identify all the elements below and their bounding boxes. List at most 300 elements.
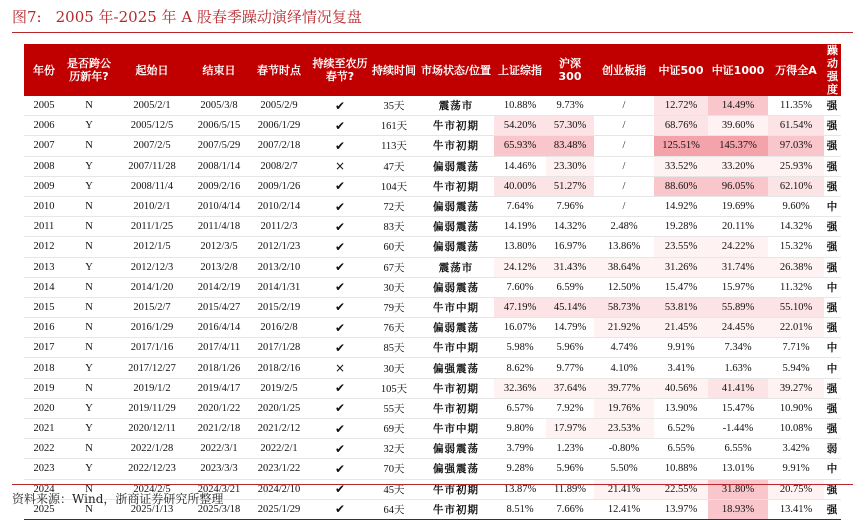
table-cell: 11.32% bbox=[768, 277, 824, 297]
table-row bbox=[24, 196, 841, 216]
table-row bbox=[24, 338, 841, 358]
table-cell: 2011/1/25 bbox=[114, 217, 190, 237]
table-row bbox=[24, 297, 841, 317]
table-cell: 牛市中期 bbox=[418, 419, 494, 439]
table-cell: 2005/3/8 bbox=[190, 96, 248, 116]
table-cell: 39.27% bbox=[768, 378, 824, 398]
table-cell: 2024/2/5 bbox=[114, 479, 190, 499]
table-cell: ✔ bbox=[310, 176, 370, 196]
table-cell: 强 bbox=[824, 96, 841, 116]
table-cell: Y bbox=[64, 419, 114, 439]
table-cell: 30天 bbox=[370, 277, 418, 297]
table-cell: ✔ bbox=[310, 419, 370, 439]
figure-number: 图7: bbox=[12, 8, 42, 26]
table-row bbox=[24, 136, 841, 156]
table-cell: 13.90% bbox=[654, 398, 708, 418]
table-cell: 9.80% bbox=[494, 419, 546, 439]
table-cell: 38.64% bbox=[594, 257, 654, 277]
table-cell: 9.28% bbox=[494, 459, 546, 479]
table-cell: 牛市中期 bbox=[418, 297, 494, 317]
table-cell: 2018/1/26 bbox=[190, 358, 248, 378]
table-row bbox=[24, 318, 841, 338]
table-cell: 15.97% bbox=[708, 277, 768, 297]
table-cell: 2008/2/7 bbox=[248, 156, 310, 176]
table-cell: 79天 bbox=[370, 297, 418, 317]
table-cell: 19.76% bbox=[594, 398, 654, 418]
table-cell: 14.79% bbox=[546, 318, 594, 338]
figure-title bbox=[12, 6, 362, 27]
table-cell: 45.14% bbox=[546, 297, 594, 317]
table-cell: 2014/1/20 bbox=[114, 277, 190, 297]
column-header: 沪深300 bbox=[546, 44, 594, 96]
table-cell: 51.27% bbox=[546, 176, 594, 196]
table-cell: 20.11% bbox=[708, 217, 768, 237]
table-cell: / bbox=[594, 136, 654, 156]
table-cell: Y bbox=[64, 358, 114, 378]
table-cell: 23.30% bbox=[546, 156, 594, 176]
table-cell: 2023/3/3 bbox=[190, 459, 248, 479]
table-row bbox=[24, 237, 841, 257]
table-cell: 6.55% bbox=[708, 439, 768, 459]
table-cell: 2021 bbox=[24, 419, 64, 439]
table-cell: 31.74% bbox=[708, 257, 768, 277]
table-cell: 2024/3/21 bbox=[190, 479, 248, 499]
table-cell: 偏强震荡 bbox=[418, 459, 494, 479]
table-cell: 55.10% bbox=[768, 297, 824, 317]
table-header-row bbox=[24, 44, 841, 96]
table-cell: 2024/2/10 bbox=[248, 479, 310, 499]
table-cell: 2017/1/16 bbox=[114, 338, 190, 358]
table-cell: 161天 bbox=[370, 116, 418, 136]
table-cell: 12.72% bbox=[654, 96, 708, 116]
table-cell: 5.94% bbox=[768, 358, 824, 378]
table-cell: Y bbox=[64, 257, 114, 277]
table-cell: N bbox=[64, 318, 114, 338]
table-cell: 2023 bbox=[24, 459, 64, 479]
table-cell: -1.44% bbox=[708, 419, 768, 439]
table-cell: ✔ bbox=[310, 338, 370, 358]
table-cell: 偏弱震荡 bbox=[418, 237, 494, 257]
table-cell: 强 bbox=[824, 116, 841, 136]
table-cell: 2020/12/11 bbox=[114, 419, 190, 439]
table-cell: N bbox=[64, 196, 114, 216]
table-cell: 47天 bbox=[370, 156, 418, 176]
column-header: 上证综指 bbox=[494, 44, 546, 96]
table-cell: 牛市初期 bbox=[418, 378, 494, 398]
table-cell: 2007 bbox=[24, 136, 64, 156]
table-cell: 13.86% bbox=[594, 237, 654, 257]
table-row bbox=[24, 378, 841, 398]
table-cell: 15.47% bbox=[708, 398, 768, 418]
table-cell: 2015 bbox=[24, 297, 64, 317]
table-cell: 15.47% bbox=[654, 277, 708, 297]
table-cell: 62.10% bbox=[768, 176, 824, 196]
table-cell: 2021/2/18 bbox=[190, 419, 248, 439]
table-cell: 1.23% bbox=[546, 439, 594, 459]
table-cell: 9.91% bbox=[654, 338, 708, 358]
table-cell: 2012/3/5 bbox=[190, 237, 248, 257]
table-cell: 4.74% bbox=[594, 338, 654, 358]
table-cell: 2008 bbox=[24, 156, 64, 176]
table-cell: 23.55% bbox=[654, 237, 708, 257]
table-cell: ✔ bbox=[310, 136, 370, 156]
table-cell: -0.80% bbox=[594, 439, 654, 459]
table-cell: 96.05% bbox=[708, 176, 768, 196]
table-cell: 10.08% bbox=[768, 419, 824, 439]
table-cell: ✔ bbox=[310, 196, 370, 216]
table-cell: 14.32% bbox=[546, 217, 594, 237]
table-cell: / bbox=[594, 96, 654, 116]
table-cell: 2014/1/31 bbox=[248, 277, 310, 297]
table-cell: 37.64% bbox=[546, 378, 594, 398]
table-cell: 2009/1/26 bbox=[248, 176, 310, 196]
table-cell: 2007/2/5 bbox=[114, 136, 190, 156]
table-cell: 97.03% bbox=[768, 136, 824, 156]
table-cell: 58.73% bbox=[594, 297, 654, 317]
table-cell: 15.32% bbox=[768, 237, 824, 257]
table-cell: 牛市初期 bbox=[418, 499, 494, 519]
table-cell: 强 bbox=[824, 479, 841, 499]
table-cell: 2011 bbox=[24, 217, 64, 237]
table-cell: 强 bbox=[824, 176, 841, 196]
table-cell: 2009 bbox=[24, 176, 64, 196]
table-cell: 8.62% bbox=[494, 358, 546, 378]
table-cell: 强 bbox=[824, 257, 841, 277]
table-cell: 11.89% bbox=[546, 479, 594, 499]
table-cell: × bbox=[310, 156, 370, 176]
table-cell: 40.56% bbox=[654, 378, 708, 398]
table-cell: 5.96% bbox=[546, 338, 594, 358]
table-cell: 2008/1/14 bbox=[190, 156, 248, 176]
table-cell: 2018 bbox=[24, 358, 64, 378]
table-cell: 21.41% bbox=[594, 479, 654, 499]
figure-title-text: 2005 年-2025 年 A 股春季躁动演绎情况复盘 bbox=[55, 8, 362, 26]
table-cell: 24.12% bbox=[494, 257, 546, 277]
table-cell: 8.51% bbox=[494, 499, 546, 519]
table-row bbox=[24, 459, 841, 479]
table-cell: 24.45% bbox=[708, 318, 768, 338]
table-cell: ✔ bbox=[310, 378, 370, 398]
table-cell: 30天 bbox=[370, 358, 418, 378]
table-cell: 2013/2/8 bbox=[190, 257, 248, 277]
table-cell: N bbox=[64, 237, 114, 257]
table-cell: Y bbox=[64, 176, 114, 196]
table-cell: 2005/2/9 bbox=[248, 96, 310, 116]
table-cell: 39.77% bbox=[594, 378, 654, 398]
table-cell: 中 bbox=[824, 338, 841, 358]
table-cell: 21.45% bbox=[654, 318, 708, 338]
table-cell: 2022/3/1 bbox=[190, 439, 248, 459]
table-row bbox=[24, 156, 841, 176]
table-cell: 2016/2/8 bbox=[248, 318, 310, 338]
table-cell: 2016/1/29 bbox=[114, 318, 190, 338]
spring-rally-table bbox=[24, 44, 841, 520]
table-cell: ✔ bbox=[310, 499, 370, 519]
table-cell: ✔ bbox=[310, 257, 370, 277]
table-cell: 2006/5/15 bbox=[190, 116, 248, 136]
table-cell: 5.96% bbox=[546, 459, 594, 479]
table-cell: 强 bbox=[824, 156, 841, 176]
table-cell: 2007/11/28 bbox=[114, 156, 190, 176]
table-cell: 33.20% bbox=[708, 156, 768, 176]
table-cell: 19.69% bbox=[708, 196, 768, 216]
table-cell: 中 bbox=[824, 277, 841, 297]
table-cell: 104天 bbox=[370, 176, 418, 196]
table-cell: 88.60% bbox=[654, 176, 708, 196]
table-cell: 2014 bbox=[24, 277, 64, 297]
table-row bbox=[24, 116, 841, 136]
table-cell: 13.87% bbox=[494, 479, 546, 499]
table-cell: 2020/1/22 bbox=[190, 398, 248, 418]
table-cell: 9.91% bbox=[768, 459, 824, 479]
column-header: 创业板指 bbox=[594, 44, 654, 96]
table-cell: 2011/4/18 bbox=[190, 217, 248, 237]
table-cell: 9.73% bbox=[546, 96, 594, 116]
table-cell: 2015/4/27 bbox=[190, 297, 248, 317]
table-row bbox=[24, 217, 841, 237]
table-cell: 中 bbox=[824, 358, 841, 378]
table-cell: 72天 bbox=[370, 196, 418, 216]
table-cell: ✔ bbox=[310, 277, 370, 297]
table-cell: 16.97% bbox=[546, 237, 594, 257]
table-cell: 16.07% bbox=[494, 318, 546, 338]
table-cell: 偏弱震荡 bbox=[418, 196, 494, 216]
table-cell: 牛市初期 bbox=[418, 479, 494, 499]
table-cell: 17.97% bbox=[546, 419, 594, 439]
table-cell: 14.32% bbox=[768, 217, 824, 237]
table-cell: 强 bbox=[824, 318, 841, 338]
table-cell: 83天 bbox=[370, 217, 418, 237]
table-cell: 2019/4/17 bbox=[190, 378, 248, 398]
table-cell: 2022/1/28 bbox=[114, 439, 190, 459]
table-cell: 2022/2/1 bbox=[248, 439, 310, 459]
table-cell: 24.22% bbox=[708, 237, 768, 257]
table-cell: 14.49% bbox=[708, 96, 768, 116]
table-cell: 2010/2/1 bbox=[114, 196, 190, 216]
table-cell: 67天 bbox=[370, 257, 418, 277]
table-cell: 14.92% bbox=[654, 196, 708, 216]
table-cell: 6.52% bbox=[654, 419, 708, 439]
table-cell: 强 bbox=[824, 217, 841, 237]
table-cell: 强 bbox=[824, 297, 841, 317]
table-cell: 21.92% bbox=[594, 318, 654, 338]
table-cell: 68.76% bbox=[654, 116, 708, 136]
table-cell: 强 bbox=[824, 237, 841, 257]
table-cell: 41.41% bbox=[708, 378, 768, 398]
table-cell: 5.98% bbox=[494, 338, 546, 358]
table-cell: 7.92% bbox=[546, 398, 594, 418]
table-cell: 2019/1/2 bbox=[114, 378, 190, 398]
column-header: 年份 bbox=[24, 44, 64, 96]
table-cell: 2019/2/5 bbox=[248, 378, 310, 398]
table-cell: ✔ bbox=[310, 237, 370, 257]
table-cell: 113天 bbox=[370, 136, 418, 156]
table-cell: N bbox=[64, 277, 114, 297]
table-cell: 7.64% bbox=[494, 196, 546, 216]
table-cell: 7.96% bbox=[546, 196, 594, 216]
table-cell: 12.50% bbox=[594, 277, 654, 297]
table-cell: 强 bbox=[824, 136, 841, 156]
table-cell: 11.35% bbox=[768, 96, 824, 116]
table-cell: 31.26% bbox=[654, 257, 708, 277]
table-cell: 39.60% bbox=[708, 116, 768, 136]
bottom-rule bbox=[12, 484, 853, 485]
table-cell: 2021/2/12 bbox=[248, 419, 310, 439]
table-row bbox=[24, 176, 841, 196]
table-row bbox=[24, 358, 841, 378]
table-cell: 牛市中期 bbox=[418, 338, 494, 358]
table-cell: 13.01% bbox=[708, 459, 768, 479]
table-cell: 35天 bbox=[370, 96, 418, 116]
table-cell: 7.71% bbox=[768, 338, 824, 358]
table-cell: 12.41% bbox=[594, 499, 654, 519]
column-header: 万得全A bbox=[768, 44, 824, 96]
column-header: 结束日 bbox=[190, 44, 248, 96]
table-cell: 55.89% bbox=[708, 297, 768, 317]
table-cell: 2012 bbox=[24, 237, 64, 257]
table-cell: 20.75% bbox=[768, 479, 824, 499]
table-cell: 2015/2/19 bbox=[248, 297, 310, 317]
table-cell: 145.37% bbox=[708, 136, 768, 156]
table-cell: 83.48% bbox=[546, 136, 594, 156]
table-cell: 40.00% bbox=[494, 176, 546, 196]
table-cell: 2005/12/5 bbox=[114, 116, 190, 136]
table-cell: 2013/2/10 bbox=[248, 257, 310, 277]
table-cell: 25.93% bbox=[768, 156, 824, 176]
table-cell: 55天 bbox=[370, 398, 418, 418]
table-cell: 85天 bbox=[370, 338, 418, 358]
table-cell: 2014/2/19 bbox=[190, 277, 248, 297]
table-cell: 偏弱震荡 bbox=[418, 277, 494, 297]
table-cell: 22.01% bbox=[768, 318, 824, 338]
table-cell: 强 bbox=[824, 378, 841, 398]
table-cell: 13.97% bbox=[654, 499, 708, 519]
table-cell: ✔ bbox=[310, 217, 370, 237]
table-cell: 7.60% bbox=[494, 277, 546, 297]
table-cell: 31.80% bbox=[708, 479, 768, 499]
table-cell: 2009/2/16 bbox=[190, 176, 248, 196]
table-cell: 105天 bbox=[370, 378, 418, 398]
table-cell: Y bbox=[64, 116, 114, 136]
table-cell: 2006 bbox=[24, 116, 64, 136]
column-header: 中证1000 bbox=[708, 44, 768, 96]
column-header: 是否跨公历新年? bbox=[64, 44, 114, 96]
table-cell: 2005/2/1 bbox=[114, 96, 190, 116]
table-cell: Y bbox=[64, 156, 114, 176]
table-row bbox=[24, 96, 841, 116]
table-cell: 2008/11/4 bbox=[114, 176, 190, 196]
table-cell: 震荡市 bbox=[418, 96, 494, 116]
column-header: 中证500 bbox=[654, 44, 708, 96]
table-cell: ✔ bbox=[310, 116, 370, 136]
table-cell: / bbox=[594, 156, 654, 176]
table-cell: N bbox=[64, 217, 114, 237]
table-cell: N bbox=[64, 479, 114, 499]
table-cell: N bbox=[64, 439, 114, 459]
table-cell: 61.54% bbox=[768, 116, 824, 136]
table-cell: 中 bbox=[824, 459, 841, 479]
table-cell: 2010/2/14 bbox=[248, 196, 310, 216]
table-cell: 60天 bbox=[370, 237, 418, 257]
table-cell: ✔ bbox=[310, 479, 370, 499]
table-cell: ✔ bbox=[310, 318, 370, 338]
table-cell: 4.10% bbox=[594, 358, 654, 378]
table-cell: 64天 bbox=[370, 499, 418, 519]
table-cell: ✔ bbox=[310, 439, 370, 459]
table-cell: 53.81% bbox=[654, 297, 708, 317]
table-cell: 2022 bbox=[24, 439, 64, 459]
table-cell: N bbox=[64, 378, 114, 398]
table-cell: 2017/4/11 bbox=[190, 338, 248, 358]
table-cell: 2015/2/7 bbox=[114, 297, 190, 317]
table-cell: 弱 bbox=[824, 439, 841, 459]
table-cell: 2012/1/5 bbox=[114, 237, 190, 257]
table-cell: 32.36% bbox=[494, 378, 546, 398]
table-row bbox=[24, 439, 841, 459]
table-cell: 2010/4/14 bbox=[190, 196, 248, 216]
table-cell: 32天 bbox=[370, 439, 418, 459]
table-cell: 125.51% bbox=[654, 136, 708, 156]
table-cell: 19.28% bbox=[654, 217, 708, 237]
table-cell: 2012/1/23 bbox=[248, 237, 310, 257]
table-cell: 13.80% bbox=[494, 237, 546, 257]
table-cell: 7.34% bbox=[708, 338, 768, 358]
table-cell: 牛市初期 bbox=[418, 176, 494, 196]
table-row bbox=[24, 277, 841, 297]
column-header: 持续时间 bbox=[370, 44, 418, 96]
table-cell: ✔ bbox=[310, 459, 370, 479]
table-cell: 偏弱震荡 bbox=[418, 439, 494, 459]
table-cell: 2018/2/16 bbox=[248, 358, 310, 378]
table-cell: 7.66% bbox=[546, 499, 594, 519]
table-cell: × bbox=[310, 358, 370, 378]
table-cell: 2016 bbox=[24, 318, 64, 338]
column-header: 春节时点 bbox=[248, 44, 310, 96]
table-cell: 2017/12/27 bbox=[114, 358, 190, 378]
table-cell: 强 bbox=[824, 419, 841, 439]
table-cell: / bbox=[594, 196, 654, 216]
table-cell: 3.42% bbox=[768, 439, 824, 459]
table-cell: 偏弱震荡 bbox=[418, 217, 494, 237]
table-cell: 牛市初期 bbox=[418, 136, 494, 156]
table-cell: 22.55% bbox=[654, 479, 708, 499]
table-cell: N bbox=[64, 136, 114, 156]
table-cell: 3.41% bbox=[654, 358, 708, 378]
table-cell: 2024 bbox=[24, 479, 64, 499]
table-cell: 6.57% bbox=[494, 398, 546, 418]
table-row bbox=[24, 419, 841, 439]
table-cell: 2025/1/13 bbox=[114, 499, 190, 519]
table-cell: 2025/3/18 bbox=[190, 499, 248, 519]
table-cell: 31.43% bbox=[546, 257, 594, 277]
table-cell: 13.41% bbox=[768, 499, 824, 519]
table-cell: 2019/11/29 bbox=[114, 398, 190, 418]
table-cell: N bbox=[64, 297, 114, 317]
table-cell: 2011/2/3 bbox=[248, 217, 310, 237]
table-cell: 中 bbox=[824, 196, 841, 216]
table-cell: 2010 bbox=[24, 196, 64, 216]
table-cell: ✔ bbox=[310, 297, 370, 317]
table-cell: 47.19% bbox=[494, 297, 546, 317]
table-cell: 2020/1/25 bbox=[248, 398, 310, 418]
table-cell: 10.88% bbox=[494, 96, 546, 116]
table-cell: 76天 bbox=[370, 318, 418, 338]
table-cell: 偏弱震荡 bbox=[418, 156, 494, 176]
table-cell: N bbox=[64, 96, 114, 116]
table-cell: 强 bbox=[824, 499, 841, 519]
table-cell: ✔ bbox=[310, 96, 370, 116]
table-cell: 2020 bbox=[24, 398, 64, 418]
